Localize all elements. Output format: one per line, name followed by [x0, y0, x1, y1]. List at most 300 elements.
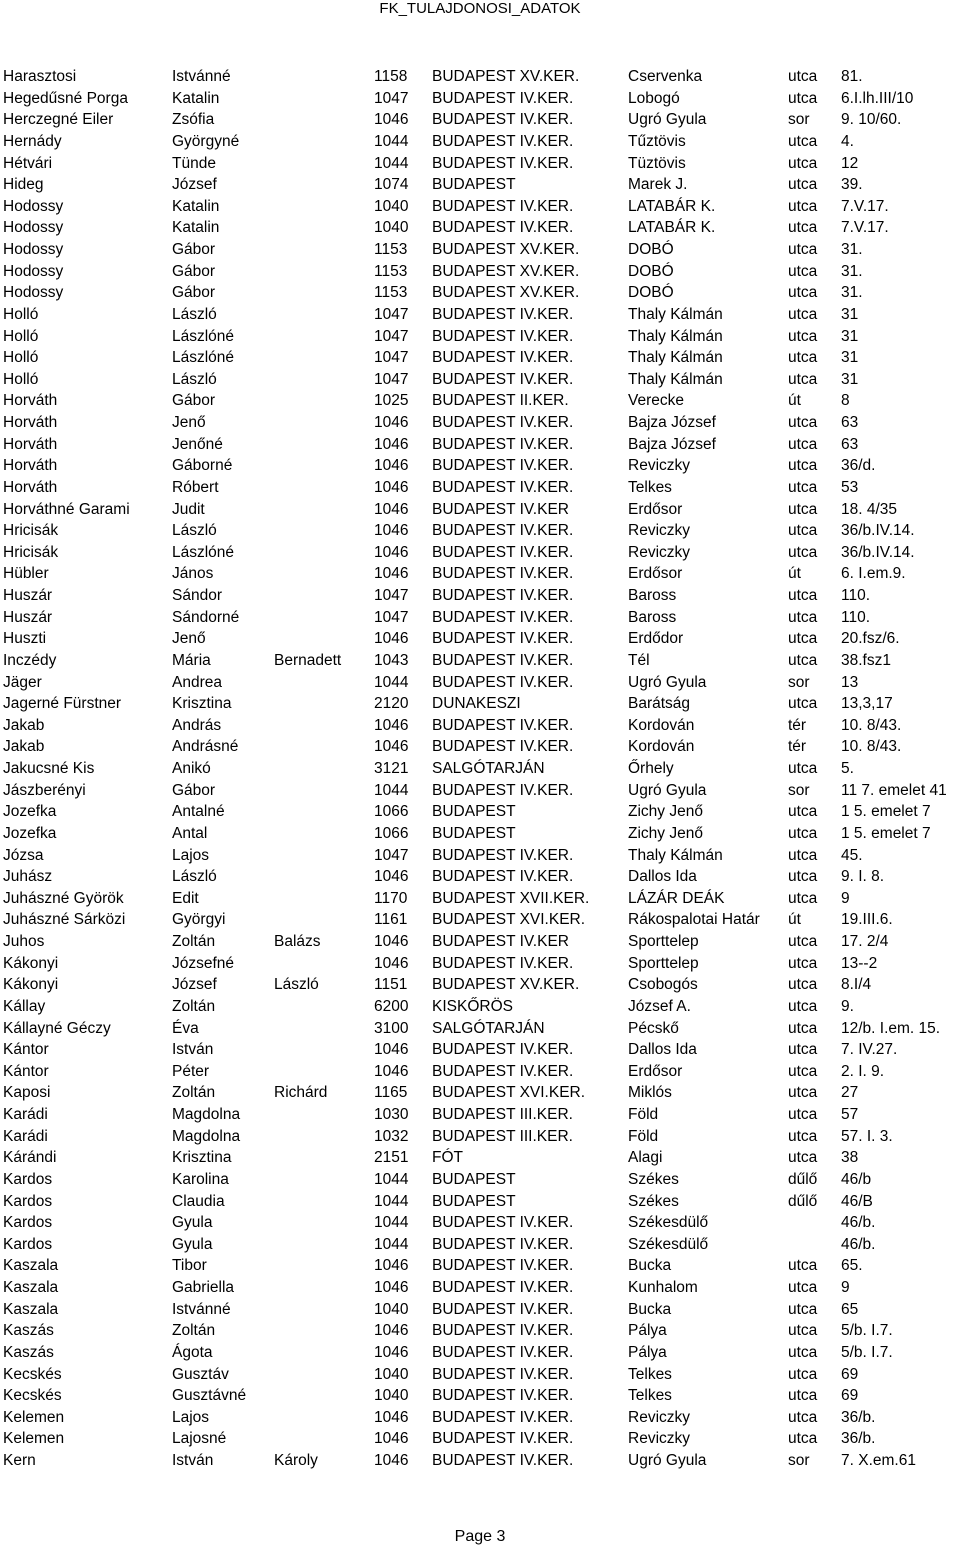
house-number-cell: 27: [841, 1084, 859, 1102]
last-name-cell: Karádi: [3, 1106, 48, 1123]
house-number-cell: 7. IV.27.: [841, 1041, 898, 1059]
city-cell: BUDAPEST IV.KER.: [432, 1322, 574, 1340]
street-cell: Pálya: [628, 1322, 667, 1340]
table-row: [0, 520, 960, 542]
first-name-cell: Lászlóné: [172, 327, 235, 345]
last-name-cell: Holló: [3, 305, 39, 323]
table-row: [0, 845, 960, 867]
street-type-cell: utca: [788, 500, 818, 518]
last-name-cell: Juhász: [3, 868, 53, 886]
city-cell: BUDAPEST IV.KER.: [432, 608, 574, 626]
first-name-cell: Magdolna: [172, 1127, 241, 1145]
city-cell: BUDAPEST IV.KER.: [432, 197, 574, 215]
street-cell: Erdősor: [628, 500, 683, 518]
postal-code-cell: 1046: [374, 1430, 409, 1448]
street-cell: Zichy Jenő: [628, 803, 703, 821]
street-cell: Kunhalom: [628, 1279, 698, 1296]
city-cell: BUDAPEST: [432, 824, 516, 842]
house-number-cell: 63: [841, 414, 859, 431]
city-cell: BUDAPEST IV.KER.: [432, 1062, 574, 1080]
table-row: [0, 628, 960, 650]
city-cell: BUDAPEST IV.KER.: [432, 781, 574, 799]
table-row: [0, 758, 960, 780]
street-cell: Föld: [628, 1127, 659, 1145]
city-cell: BUDAPEST XV.KER.: [432, 284, 580, 302]
street-type-cell: utca: [788, 651, 818, 669]
street-type-cell: utca: [788, 435, 818, 453]
street-cell: Dallos Ida: [628, 1041, 697, 1059]
street-type-cell: utca: [788, 1430, 818, 1448]
street-cell: Telkes: [628, 1365, 672, 1383]
street-type-cell: utca: [788, 305, 818, 323]
first-name-cell: Antalné: [172, 803, 225, 821]
postal-code-cell: 1043: [374, 651, 409, 669]
postal-code-cell: 1066: [374, 824, 409, 842]
street-type-cell: utca: [788, 1149, 818, 1167]
house-number-cell: 63: [841, 435, 859, 453]
house-number-cell: 31: [841, 305, 859, 323]
street-cell: Tél: [628, 651, 650, 669]
table-row: [0, 953, 960, 975]
table-row: [0, 1061, 960, 1083]
last-name-cell: Hodossy: [3, 262, 64, 280]
postal-code-cell: 1046: [374, 111, 409, 129]
street-cell: Kordován: [628, 716, 695, 734]
postal-code-cell: 1032: [374, 1127, 409, 1145]
city-cell: BUDAPEST IV.KER.: [432, 1452, 574, 1469]
table-row: [0, 66, 960, 88]
street-type-cell: utca: [788, 587, 818, 604]
street-cell: DOBÓ: [628, 262, 674, 280]
street-cell: Thaly Kálmán: [628, 846, 723, 864]
city-cell: BUDAPEST IV.KER.: [432, 565, 574, 583]
street-cell: Pécskő: [628, 1019, 679, 1037]
street-type-cell: út: [788, 392, 801, 410]
table-row: [0, 563, 960, 585]
street-type-cell: utca: [788, 89, 818, 107]
first-name-cell: Lászlóné: [172, 349, 235, 367]
postal-code-cell: 1153: [374, 284, 408, 302]
postal-code-cell: 1040: [374, 1300, 409, 1318]
last-name-cell: Juhászné Györök: [3, 889, 124, 907]
street-cell: Bucka: [628, 1257, 672, 1275]
first-name-cell: István: [172, 1452, 214, 1469]
house-number-cell: 31: [841, 370, 859, 388]
first-name-cell: Mária: [172, 651, 211, 669]
house-number-cell: 1 5. emelet 7: [841, 824, 931, 842]
table-row: [0, 153, 960, 175]
first-name-cell: Gusztáv: [172, 1365, 229, 1383]
first-name-cell: Edit: [172, 889, 199, 907]
first-name-cell: Éva: [172, 1019, 199, 1037]
first-name-cell: Sándor: [172, 587, 222, 604]
street-type-cell: utca: [788, 1084, 818, 1102]
table-row: [0, 88, 960, 110]
house-number-cell: 65.: [841, 1257, 863, 1275]
street-type-cell: utca: [788, 457, 818, 475]
last-name-cell: Karádi: [3, 1127, 48, 1145]
table-row: [0, 196, 960, 218]
last-name-cell: Huszár: [3, 587, 53, 604]
house-number-cell: 1 5. emelet 7: [841, 803, 931, 821]
table-row: [0, 1191, 960, 1213]
first-name-cell: Gyula: [172, 1214, 213, 1232]
table-row: [0, 390, 960, 412]
first-name-cell: Andrea: [172, 673, 222, 691]
first-name-cell: Zoltán: [172, 1084, 216, 1102]
first-name-cell: Ágota: [172, 1343, 213, 1361]
street-cell: Erdősor: [628, 565, 683, 583]
street-cell: Baross: [628, 608, 677, 626]
house-number-cell: 45.: [841, 846, 863, 864]
first-name-cell: Karolina: [172, 1170, 229, 1188]
first-name-cell: Krisztina: [172, 695, 232, 713]
table-row: [0, 1428, 960, 1450]
street-type-cell: utca: [788, 760, 818, 777]
postal-code-cell: 1047: [374, 846, 409, 864]
street-cell: LATABÁR K.: [628, 197, 716, 215]
street-cell: Pálya: [628, 1343, 667, 1361]
street-cell: Székes: [628, 1170, 679, 1188]
last-name-cell: Kaszala: [3, 1257, 59, 1275]
street-cell: Székesdülő: [628, 1214, 709, 1232]
house-number-cell: 57: [841, 1106, 859, 1123]
middle-name-cell: Richárd: [274, 1084, 328, 1102]
house-number-cell: 2. I. 9.: [841, 1062, 885, 1080]
street-cell: Őrhely: [628, 760, 674, 777]
last-name-cell: Józsa: [3, 846, 44, 864]
last-name-cell: Juhászné Sárközi: [3, 911, 126, 929]
street-cell: Lobogó: [628, 89, 680, 107]
postal-code-cell: 1046: [374, 738, 409, 756]
postal-code-cell: 1046: [374, 522, 409, 540]
last-name-cell: Kelemen: [3, 1430, 65, 1448]
city-cell: BUDAPEST IV.KER.: [432, 522, 574, 540]
last-name-cell: Jászberényi: [3, 781, 86, 799]
street-cell: Kordován: [628, 738, 695, 756]
table-row: [0, 326, 960, 348]
street-cell: Reviczky: [628, 543, 691, 561]
street-cell: Telkes: [628, 1387, 672, 1405]
house-number-cell: 57. I. 3.: [841, 1127, 893, 1145]
first-name-cell: József: [172, 176, 217, 194]
table-row: [0, 715, 960, 737]
last-name-cell: Horváth: [3, 414, 58, 431]
table-row: [0, 131, 960, 153]
house-number-cell: 5/b. I.7.: [841, 1343, 893, 1361]
last-name-cell: Jakab: [3, 716, 45, 734]
table-row: [0, 585, 960, 607]
street-type-cell: utca: [788, 478, 818, 496]
street-cell: Rákospalotai Határ: [628, 911, 760, 929]
house-number-cell: 46/b: [841, 1170, 872, 1188]
postal-code-cell: 1047: [374, 608, 409, 626]
house-number-cell: 13--2: [841, 954, 878, 972]
street-cell: Verecke: [628, 392, 685, 410]
postal-code-cell: 1046: [374, 1322, 409, 1340]
street-cell: Telkes: [628, 478, 672, 496]
first-name-cell: Istvánné: [172, 1300, 231, 1318]
city-cell: BUDAPEST IV.KER.: [432, 132, 574, 150]
last-name-cell: Hétvári: [3, 154, 53, 172]
table-row: [0, 931, 960, 953]
first-name-cell: Andrásné: [172, 738, 239, 756]
first-name-cell: Sándorné: [172, 608, 240, 626]
table-row: [0, 650, 960, 672]
first-name-cell: Jenő: [172, 630, 206, 648]
last-name-cell: Horváth: [3, 478, 58, 496]
city-cell: BUDAPEST: [432, 803, 516, 821]
city-cell: BUDAPEST IV.KER.: [432, 305, 574, 323]
table-row: [0, 261, 960, 283]
last-name-cell: Kántor: [3, 1041, 49, 1059]
street-type-cell: utca: [788, 1322, 818, 1340]
postal-code-cell: 1044: [374, 154, 409, 172]
house-number-cell: 36/b.IV.14.: [841, 543, 915, 561]
last-name-cell: Kaszala: [3, 1300, 59, 1318]
house-number-cell: 9. I. 8.: [841, 868, 885, 886]
street-cell: Tüztövis: [628, 154, 686, 172]
house-number-cell: 31.: [841, 262, 863, 280]
postal-code-cell: 6200: [374, 997, 409, 1015]
last-name-cell: Hodossy: [3, 219, 64, 237]
postal-code-cell: 1158: [374, 68, 408, 85]
table-row: [0, 1320, 960, 1342]
street-type-cell: sor: [788, 781, 810, 799]
postal-code-cell: 1046: [374, 1257, 409, 1275]
house-number-cell: 9: [841, 889, 850, 907]
city-cell: BUDAPEST IV.KER.: [432, 154, 574, 172]
street-type-cell: utca: [788, 1387, 818, 1405]
city-cell: BUDAPEST XVII.KER.: [432, 889, 590, 907]
street-cell: DOBÓ: [628, 284, 674, 302]
street-type-cell: utca: [788, 197, 818, 215]
street-type-cell: utca: [788, 1300, 818, 1318]
table-row: [0, 1082, 960, 1104]
first-name-cell: Zoltán: [172, 1322, 216, 1340]
street-cell: Thaly Kálmán: [628, 305, 723, 323]
street-type-cell: utca: [788, 1408, 818, 1426]
street-type-cell: sor: [788, 1452, 810, 1469]
street-type-cell: utca: [788, 1041, 818, 1059]
first-name-cell: Zoltán: [172, 933, 216, 950]
last-name-cell: Jozefka: [3, 803, 57, 821]
house-number-cell: 8.I/4: [841, 976, 872, 994]
city-cell: DUNAKESZI: [432, 695, 521, 713]
city-cell: BUDAPEST IV.KER.: [432, 630, 574, 648]
city-cell: SALGÓTARJÁN: [432, 1019, 545, 1037]
house-number-cell: 17. 2/4: [841, 933, 889, 950]
street-cell: Miklós: [628, 1084, 672, 1102]
street-cell: Barátság: [628, 695, 691, 713]
house-number-cell: 69: [841, 1365, 859, 1383]
street-cell: Csobogós: [628, 976, 698, 994]
street-type-cell: utca: [788, 889, 818, 907]
first-name-cell: Gábor: [172, 241, 216, 258]
first-name-cell: János: [172, 565, 214, 583]
postal-code-cell: 1046: [374, 954, 409, 972]
last-name-cell: Kecskés: [3, 1365, 62, 1383]
table-row: [0, 1364, 960, 1386]
table-row: [0, 1104, 960, 1126]
house-number-cell: 19.III.6.: [841, 911, 893, 929]
last-name-cell: Holló: [3, 370, 39, 388]
postal-code-cell: 1046: [374, 435, 409, 453]
street-type-cell: sor: [788, 673, 810, 691]
street-type-cell: utca: [788, 370, 818, 388]
last-name-cell: Inczédy: [3, 651, 57, 669]
street-cell: Reviczky: [628, 1430, 691, 1448]
house-number-cell: 13,3,17: [841, 695, 893, 713]
postal-code-cell: 1153: [374, 262, 408, 280]
first-name-cell: Lászlóné: [172, 543, 235, 561]
first-name-cell: Katalin: [172, 89, 220, 107]
house-number-cell: 8: [841, 392, 850, 410]
middle-name-cell: Balázs: [274, 933, 321, 950]
postal-code-cell: 1040: [374, 219, 409, 237]
house-number-cell: 11 7. emelet 41: [841, 781, 947, 799]
house-number-cell: 6.I.lh.III/10: [841, 89, 914, 107]
table-row: [0, 1169, 960, 1191]
table-row: [0, 780, 960, 802]
city-cell: BUDAPEST IV.KER.: [432, 1041, 574, 1059]
table-row: [0, 412, 960, 434]
house-number-cell: 38: [841, 1149, 859, 1167]
street-cell: Sporttelep: [628, 954, 699, 972]
first-name-cell: Gyula: [172, 1235, 213, 1253]
last-name-cell: Hegedűsné Porga: [3, 89, 128, 107]
table-row: [0, 736, 960, 758]
city-cell: BUDAPEST IV.KER.: [432, 738, 574, 756]
postal-code-cell: 1040: [374, 197, 409, 215]
postal-code-cell: 1047: [374, 587, 409, 604]
city-cell: BUDAPEST IV.KER.: [432, 846, 574, 864]
last-name-cell: Herczegné Eiler: [3, 111, 114, 129]
first-name-cell: József: [172, 976, 217, 994]
city-cell: BUDAPEST XVI.KER.: [432, 911, 586, 929]
postal-code-cell: 1066: [374, 803, 409, 821]
first-name-cell: István: [172, 1041, 214, 1059]
street-cell: Székesdülő: [628, 1235, 709, 1253]
first-name-cell: Katalin: [172, 219, 220, 237]
street-type-cell: utca: [788, 1365, 818, 1383]
first-name-cell: László: [172, 522, 217, 540]
street-type-cell: utca: [788, 68, 818, 85]
street-cell: Ugró Gyula: [628, 1452, 707, 1469]
postal-code-cell: 1046: [374, 1452, 409, 1469]
postal-code-cell: 1040: [374, 1365, 409, 1383]
street-type-cell: utca: [788, 954, 818, 972]
city-cell: BUDAPEST IV.KER.: [432, 1408, 574, 1426]
street-type-cell: tér: [788, 738, 807, 756]
postal-code-cell: 2151: [374, 1149, 409, 1167]
street-cell: Dallos Ida: [628, 868, 697, 886]
last-name-cell: Huszár: [3, 608, 53, 626]
street-cell: Bucka: [628, 1300, 672, 1318]
last-name-cell: Kaszás: [3, 1343, 54, 1361]
first-name-cell: Gábor: [172, 781, 216, 799]
city-cell: BUDAPEST II.KER.: [432, 392, 569, 410]
last-name-cell: Jozefka: [3, 824, 57, 842]
house-number-cell: 110.: [841, 608, 871, 626]
last-name-cell: Jagerné Fürstner: [3, 695, 122, 713]
last-name-cell: Harasztosi: [3, 68, 77, 85]
last-name-cell: Horváth: [3, 457, 58, 475]
first-name-cell: Anikó: [172, 760, 211, 777]
city-cell: BUDAPEST IV.KER.: [432, 1279, 574, 1296]
house-number-cell: 9.: [841, 997, 854, 1015]
street-type-cell: utca: [788, 241, 818, 258]
street-type-cell: utca: [788, 933, 818, 950]
table-row: [0, 974, 960, 996]
street-type-cell: utca: [788, 262, 818, 280]
table-row: [0, 866, 960, 888]
postal-code-cell: 2120: [374, 695, 409, 713]
house-number-cell: 20.fsz/6.: [841, 630, 900, 648]
table-row: [0, 434, 960, 456]
table-row: [0, 109, 960, 131]
house-number-cell: 7.V.17.: [841, 219, 889, 237]
postal-code-cell: 1044: [374, 1214, 409, 1232]
postal-code-cell: 1046: [374, 933, 409, 950]
house-number-cell: 9: [841, 1279, 850, 1296]
last-name-cell: Hübler: [3, 565, 49, 583]
table-row: [0, 823, 960, 845]
street-type-cell: utca: [788, 868, 818, 886]
table-row: [0, 1277, 960, 1299]
street-cell: Thaly Kálmán: [628, 370, 723, 388]
postal-code-cell: 1044: [374, 1192, 409, 1210]
house-number-cell: 65: [841, 1300, 859, 1318]
last-name-cell: Huszti: [3, 630, 47, 648]
street-cell: Tűztövis: [628, 132, 686, 150]
street-type-cell: utca: [788, 997, 818, 1015]
table-row: [0, 1255, 960, 1277]
postal-code-cell: 3100: [374, 1019, 409, 1037]
street-cell: Ugró Gyula: [628, 673, 707, 691]
postal-code-cell: 1044: [374, 1170, 409, 1188]
first-name-cell: Lajos: [172, 1408, 210, 1426]
postal-code-cell: 1165: [374, 1084, 408, 1102]
street-cell: LATABÁR K.: [628, 219, 716, 237]
first-name-cell: László: [172, 305, 217, 323]
city-cell: BUDAPEST IV.KER.: [432, 1430, 574, 1448]
city-cell: BUDAPEST: [432, 1192, 516, 1210]
last-name-cell: Hricisák: [3, 543, 59, 561]
table-row: [0, 1212, 960, 1234]
postal-code-cell: 1044: [374, 1235, 409, 1253]
last-name-cell: Holló: [3, 349, 39, 367]
city-cell: BUDAPEST IV.KER.: [432, 478, 574, 496]
table-row: [0, 1039, 960, 1061]
middle-name-cell: Károly: [274, 1452, 318, 1469]
street-type-cell: utca: [788, 630, 818, 648]
first-name-cell: Jenőné: [172, 435, 223, 453]
city-cell: BUDAPEST XV.KER.: [432, 976, 580, 994]
street-type-cell: utca: [788, 176, 818, 194]
street-cell: Bajza József: [628, 435, 716, 453]
city-cell: BUDAPEST: [432, 176, 516, 194]
first-name-cell: Claudia: [172, 1192, 225, 1210]
first-name-cell: Gábor: [172, 262, 216, 280]
street-cell: Reviczky: [628, 1408, 691, 1426]
first-name-cell: Györgyi: [172, 911, 226, 929]
city-cell: BUDAPEST IV.KER.: [432, 327, 574, 345]
postal-code-cell: 1044: [374, 132, 409, 150]
table-row: [0, 477, 960, 499]
street-type-cell: utca: [788, 976, 818, 994]
house-number-cell: 9. 10/60.: [841, 111, 902, 129]
